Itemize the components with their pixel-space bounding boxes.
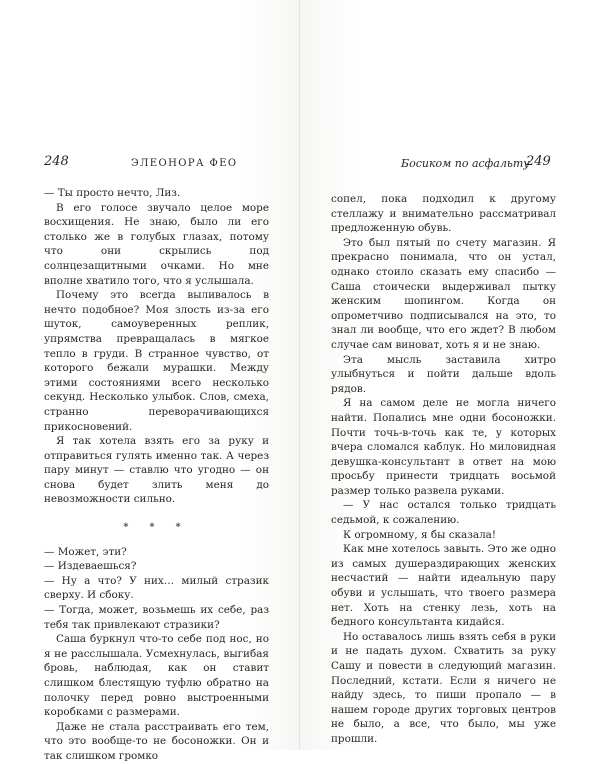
paragraph: сопел, пока подходил к другому стеллажу и внимательно рассматривал предложенную обувь. — [331, 193, 556, 235]
right-page — [300, 0, 600, 750]
left-page — [0, 0, 300, 762]
right-page-number: 249 — [526, 154, 551, 169]
paragraph: Даже не стала расстраивать его тем, что это вообще-то не босоножки. Он и так слишком громко — [44, 720, 269, 762]
paragraph: — Ну а что? У них… милый стразик сверху. И сбоку. — [44, 574, 269, 602]
paragraph: — Издеваешься? — [44, 560, 137, 573]
left-page-number: 248 — [44, 154, 69, 169]
left-page-body — [44, 186, 269, 764]
paragraph: — Тогда, может, возьмешь их себе, раз тебя так привлекают стразики? — [44, 604, 269, 631]
paragraph: Но оставалось лишь взять себя в руки и не падать духом. Схватить за руку Сашу и повести в следующий магазин. Последний, кстати. Если я ничего не найду здесь, то пиши пропало — в нашем городе других торговых центров не было, а все, что было, мы уже прошли. — [331, 630, 556, 745]
paragraph: Почему это всегда выливалось в нечто подобное? Моя злость из-за его шуток, самоуверенных реплик, упрямства превращалась в мягкое тепло в груди. В странное чувство, от которого бежали мурашки. Между этими состояниями всего несколько секунд. Несколько улыбок. Слов, смеха, странно переворачивающихся прикосновений. — [44, 289, 269, 433]
paragraph: — Может, эти? — [44, 545, 127, 558]
right-running-head: Босиком по асфальту — [401, 157, 530, 170]
scene-break: * * * — [123, 522, 190, 534]
paragraph: Саша буркнул что-то себе под нос, но я не расслышала. Усмехнулась, выгибая бровь, наблюдая, как он ставит слишком блестящую туфлю обратно на полочку перед ровно выстроенными коробками с размерами. — [44, 633, 269, 719]
paragraph: В его голосе звучало целое море восхищения. Не знаю, было ли его столько же в голубых глазах, потому что они скрылись под солнцезащитными очками. Но мне вполне хватило того, что я услышала. — [44, 201, 269, 287]
paragraph: Я на самом деле не могла ничего найти. Попались мне одни босоножки. Почти точь-в-точь как те, у которых вчера сломался каблук. Но миловидная девушка-консультант в ответ на мою просьбу принести тридцать восьмой размер только развела руками. — [331, 397, 556, 497]
paragraph: Это был пятый по счету магазин. Я прекрасно понимала, что он устал, однако стоило сказать ему спасибо — Саша стоически выдерживал пытку женским шопингом. Когда он опрометчиво подписывался на это, то знал ли вообще, что его ждет? В любом случае сам виноват, хоть я и не знаю. — [331, 236, 556, 351]
paragraph: Как мне хотелось завыть. Это же одно из самых душераздирающих женских несчастий — найти идеальную пару обуви и услышать, что твоего размера нет. Хоть на стенку лезь, хоть на бедного консультанта кидайся. — [331, 543, 556, 629]
paragraph: Я так хотела взять его за руку и отправиться гулять именно так. А через пару минут — ставлю что угодно — он снова будет злить меня до невозможности сильно. — [44, 435, 269, 506]
paragraph: — У нас остался только тридцать седьмой, к сожалению. — [331, 499, 556, 527]
paragraph: К огромному, я бы сказала! — [343, 528, 497, 541]
paragraph: — Ты просто нечто, Лиз. — [44, 187, 181, 199]
paragraph: Эта мысль заставила хитро улыбнуться и пойти дальше вдоль рядов. — [331, 353, 556, 395]
right-page-body — [331, 192, 556, 747]
left-running-head: ЭЛЕОНОРА ФЕО — [131, 158, 238, 169]
